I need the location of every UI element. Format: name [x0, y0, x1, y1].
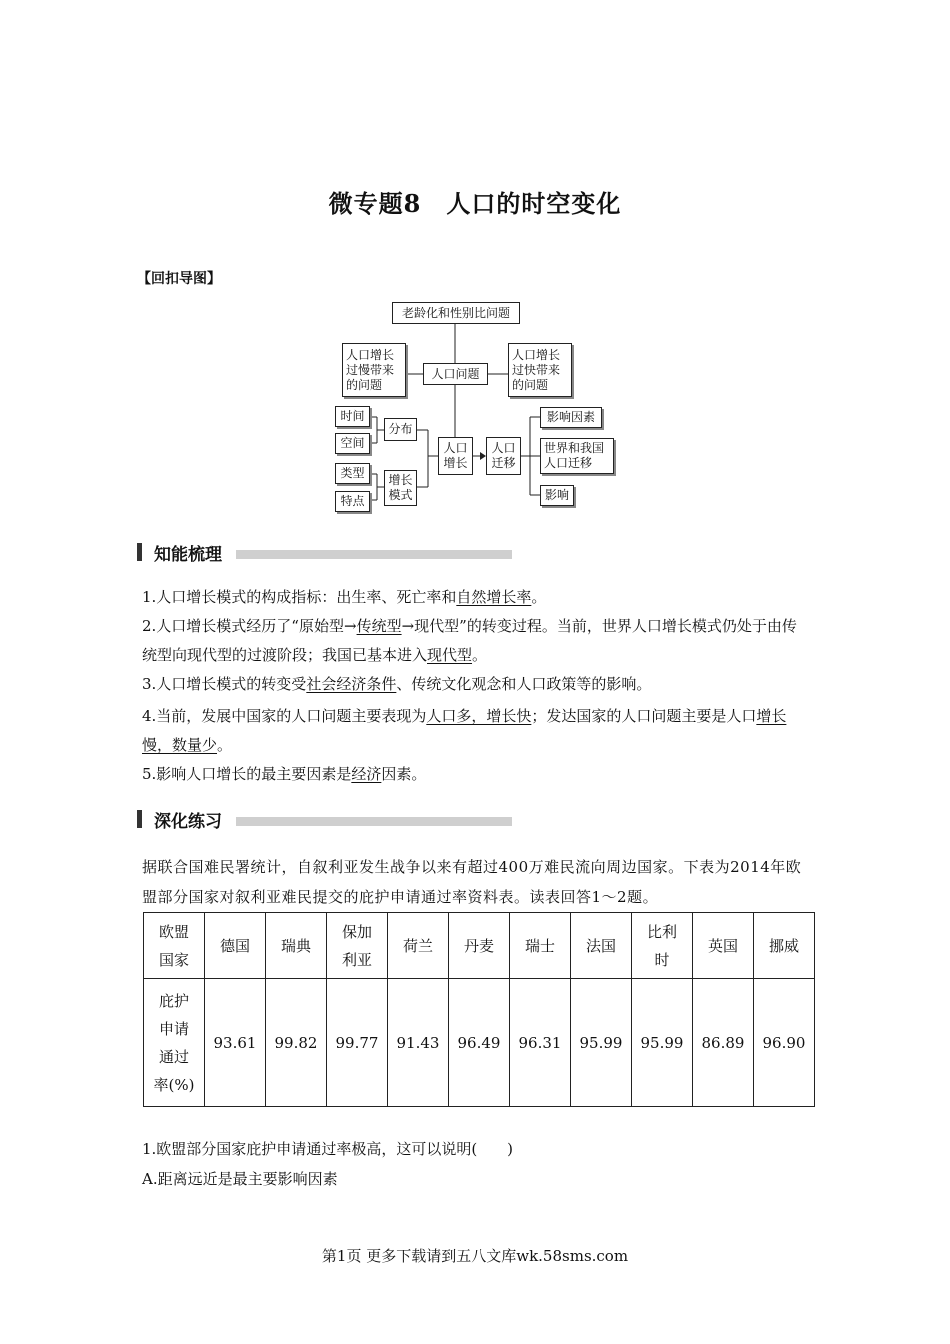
knowledge-point-5	[142, 760, 810, 789]
map-node-world-china: 世界和我国 人口迁移	[540, 438, 614, 474]
point-text: 5.影响人口增长的最主要因素是	[142, 765, 352, 783]
table-header-cell: 欧盟 国家	[144, 913, 205, 979]
table-rate-cell: 99.82	[266, 979, 327, 1107]
page-footer: 第1页 更多下载请到五八文库wk.58sms.com	[321, 1247, 629, 1265]
map-node-population-problem: 人口问题	[423, 363, 488, 385]
map-node-factors: 影响因素	[540, 407, 602, 428]
table-rate-cell: 93.61	[205, 979, 266, 1107]
table-country-cell: 法国	[571, 913, 632, 979]
table-rate-cell: 96.90	[754, 979, 815, 1107]
table-rate-cell: 95.99	[632, 979, 693, 1107]
map-node-space: 空间	[335, 433, 370, 454]
table-rate-cell: 95.99	[571, 979, 632, 1107]
knowledge-point-2	[142, 612, 810, 670]
table-row	[144, 979, 815, 1107]
section-practice	[137, 808, 512, 830]
map-node-growth: 人口 增长	[438, 437, 473, 475]
point-text: ；发达国家的人口问题主要是人口	[531, 707, 757, 725]
point-answer: 人口多，增长快	[426, 707, 532, 725]
map-node-migration: 人口 迁移	[486, 437, 521, 475]
table-country-cell: 荷兰	[388, 913, 449, 979]
map-node-slow-growth: 人口增长 过慢带来 的问题	[342, 343, 406, 397]
table-header-cell: 庇护 申请 通过 率(%)	[144, 979, 205, 1107]
section-title: 深化练习	[154, 811, 222, 832]
map-node-distribution: 分布	[384, 418, 417, 441]
map-node-impact: 影响	[540, 485, 574, 506]
point-text: 因素。	[381, 765, 427, 783]
point-text: 4.当前，发展中国家的人口问题主要表现为	[142, 707, 427, 725]
section-title: 知能梳理	[154, 544, 222, 565]
point-answer: 社会经济条件	[306, 675, 397, 693]
map-node-feature: 特点	[335, 491, 370, 512]
section-marker	[137, 810, 142, 828]
section-rule	[236, 817, 512, 826]
table-country-cell: 比利 时	[632, 913, 693, 979]
knowledge-point-3	[142, 670, 810, 699]
table-rate-cell: 96.31	[510, 979, 571, 1107]
table-country-cell: 英国	[693, 913, 754, 979]
table-rate-cell: 91.43	[388, 979, 449, 1107]
knowledge-point-1	[142, 583, 810, 612]
review-heading: 【回扣导图】	[137, 271, 221, 287]
section-rule	[236, 550, 512, 559]
knowledge-point-4	[142, 702, 810, 760]
table-country-cell: 瑞士	[510, 913, 571, 979]
point-text: 3.人口增长模式的转变受	[142, 675, 307, 693]
map-node-time: 时间	[335, 406, 370, 427]
asylum-rate-table	[143, 912, 815, 1107]
map-node-fast-growth: 人口增长 过快带来 的问题	[508, 343, 572, 397]
point-text: →现代型”的转变过程。当前，世界人口增长模式仍处于由传统型向现代型的过渡阶段；我国已基本进入	[142, 617, 797, 664]
table-country-cell: 保加 利亚	[327, 913, 388, 979]
table-country-cell: 丹麦	[449, 913, 510, 979]
point-text: 。	[531, 588, 547, 606]
point-answer: 自然增长率	[456, 588, 532, 606]
table-rate-cell: 86.89	[693, 979, 754, 1107]
mind-map	[330, 300, 620, 518]
table-row	[144, 913, 815, 979]
point-text: 。	[217, 736, 233, 754]
map-node-growth-mode: 增长 模式	[384, 470, 417, 506]
point-answer: 传统型	[356, 617, 402, 635]
point-answer: 现代型	[427, 646, 473, 664]
section-marker	[137, 543, 142, 561]
map-node-type: 类型	[335, 463, 370, 484]
table-country-cell: 德国	[205, 913, 266, 979]
page-title: 微专题8 人口的时空变化	[328, 189, 622, 218]
question-1: 1.欧盟部分国家庇护申请通过率极高，这可以说明( )	[142, 1140, 514, 1158]
section-knowledge	[137, 541, 512, 563]
table-country-cell: 瑞典	[266, 913, 327, 979]
point-text: 1.人口增长模式的构成指标：出生率、死亡率和	[142, 588, 457, 606]
point-text: 。	[472, 646, 488, 664]
point-answer: 经济	[351, 765, 382, 783]
point-text: 、传统文化观念和人口政策等的影响。	[396, 675, 652, 693]
map-node-aging: 老龄化和性别比问题	[392, 302, 520, 324]
point-answer: 增长慢，数量少	[142, 707, 787, 754]
question-intro: 据联合国难民署统计，自叙利亚发生战争以来有超过400万难民流向周边国家。下表为2014年欧盟部分国家对叙利亚难民提交的庇护申请通过率资料表。读表回答1～2题。	[142, 858, 802, 906]
table-country-cell: 挪威	[754, 913, 815, 979]
table-rate-cell: 99.77	[327, 979, 388, 1107]
table-rate-cell: 96.49	[449, 979, 510, 1107]
option-a: A.距离远近是最主要影响因素	[142, 1170, 338, 1188]
point-text: 2.人口增长模式经历了“原始型→	[142, 617, 357, 635]
